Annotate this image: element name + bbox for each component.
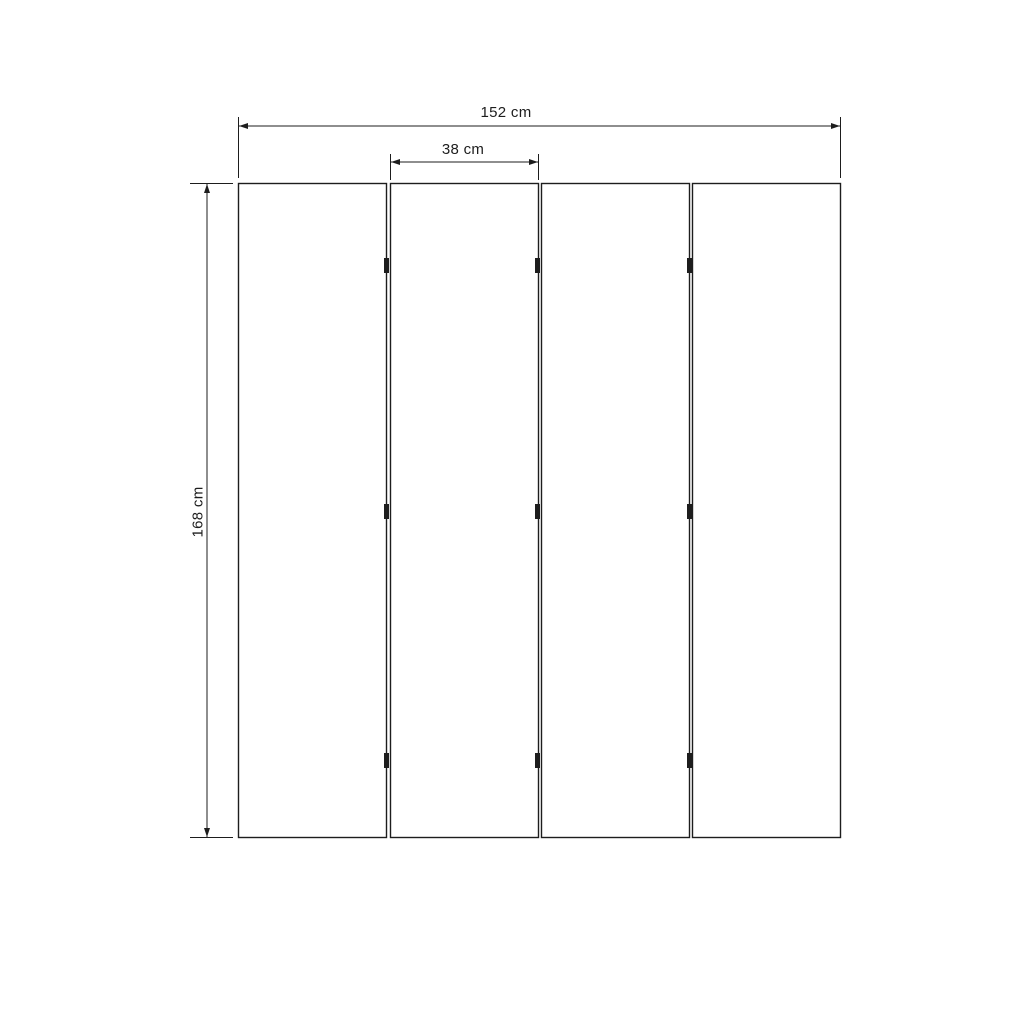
- height-label: 168 cm: [190, 481, 207, 544]
- hinge-icon: [687, 258, 692, 273]
- panel-2: [391, 184, 539, 838]
- hinge-icon: [535, 504, 540, 519]
- hinge-icon: [535, 258, 540, 273]
- hinge-icon: [384, 504, 389, 519]
- dimension-total-width: [239, 117, 841, 178]
- hinge-icon: [535, 753, 540, 768]
- panel-3: [542, 184, 690, 838]
- hinge-icon: [687, 753, 692, 768]
- hinge-icon: [384, 753, 389, 768]
- hinge-icon: [384, 258, 389, 273]
- panel-width-label: 38 cm: [436, 141, 490, 158]
- hinge-icon: [687, 504, 692, 519]
- panel-1: [239, 184, 387, 838]
- total-width-label: 152 cm: [475, 104, 538, 121]
- panel-4: [693, 184, 841, 838]
